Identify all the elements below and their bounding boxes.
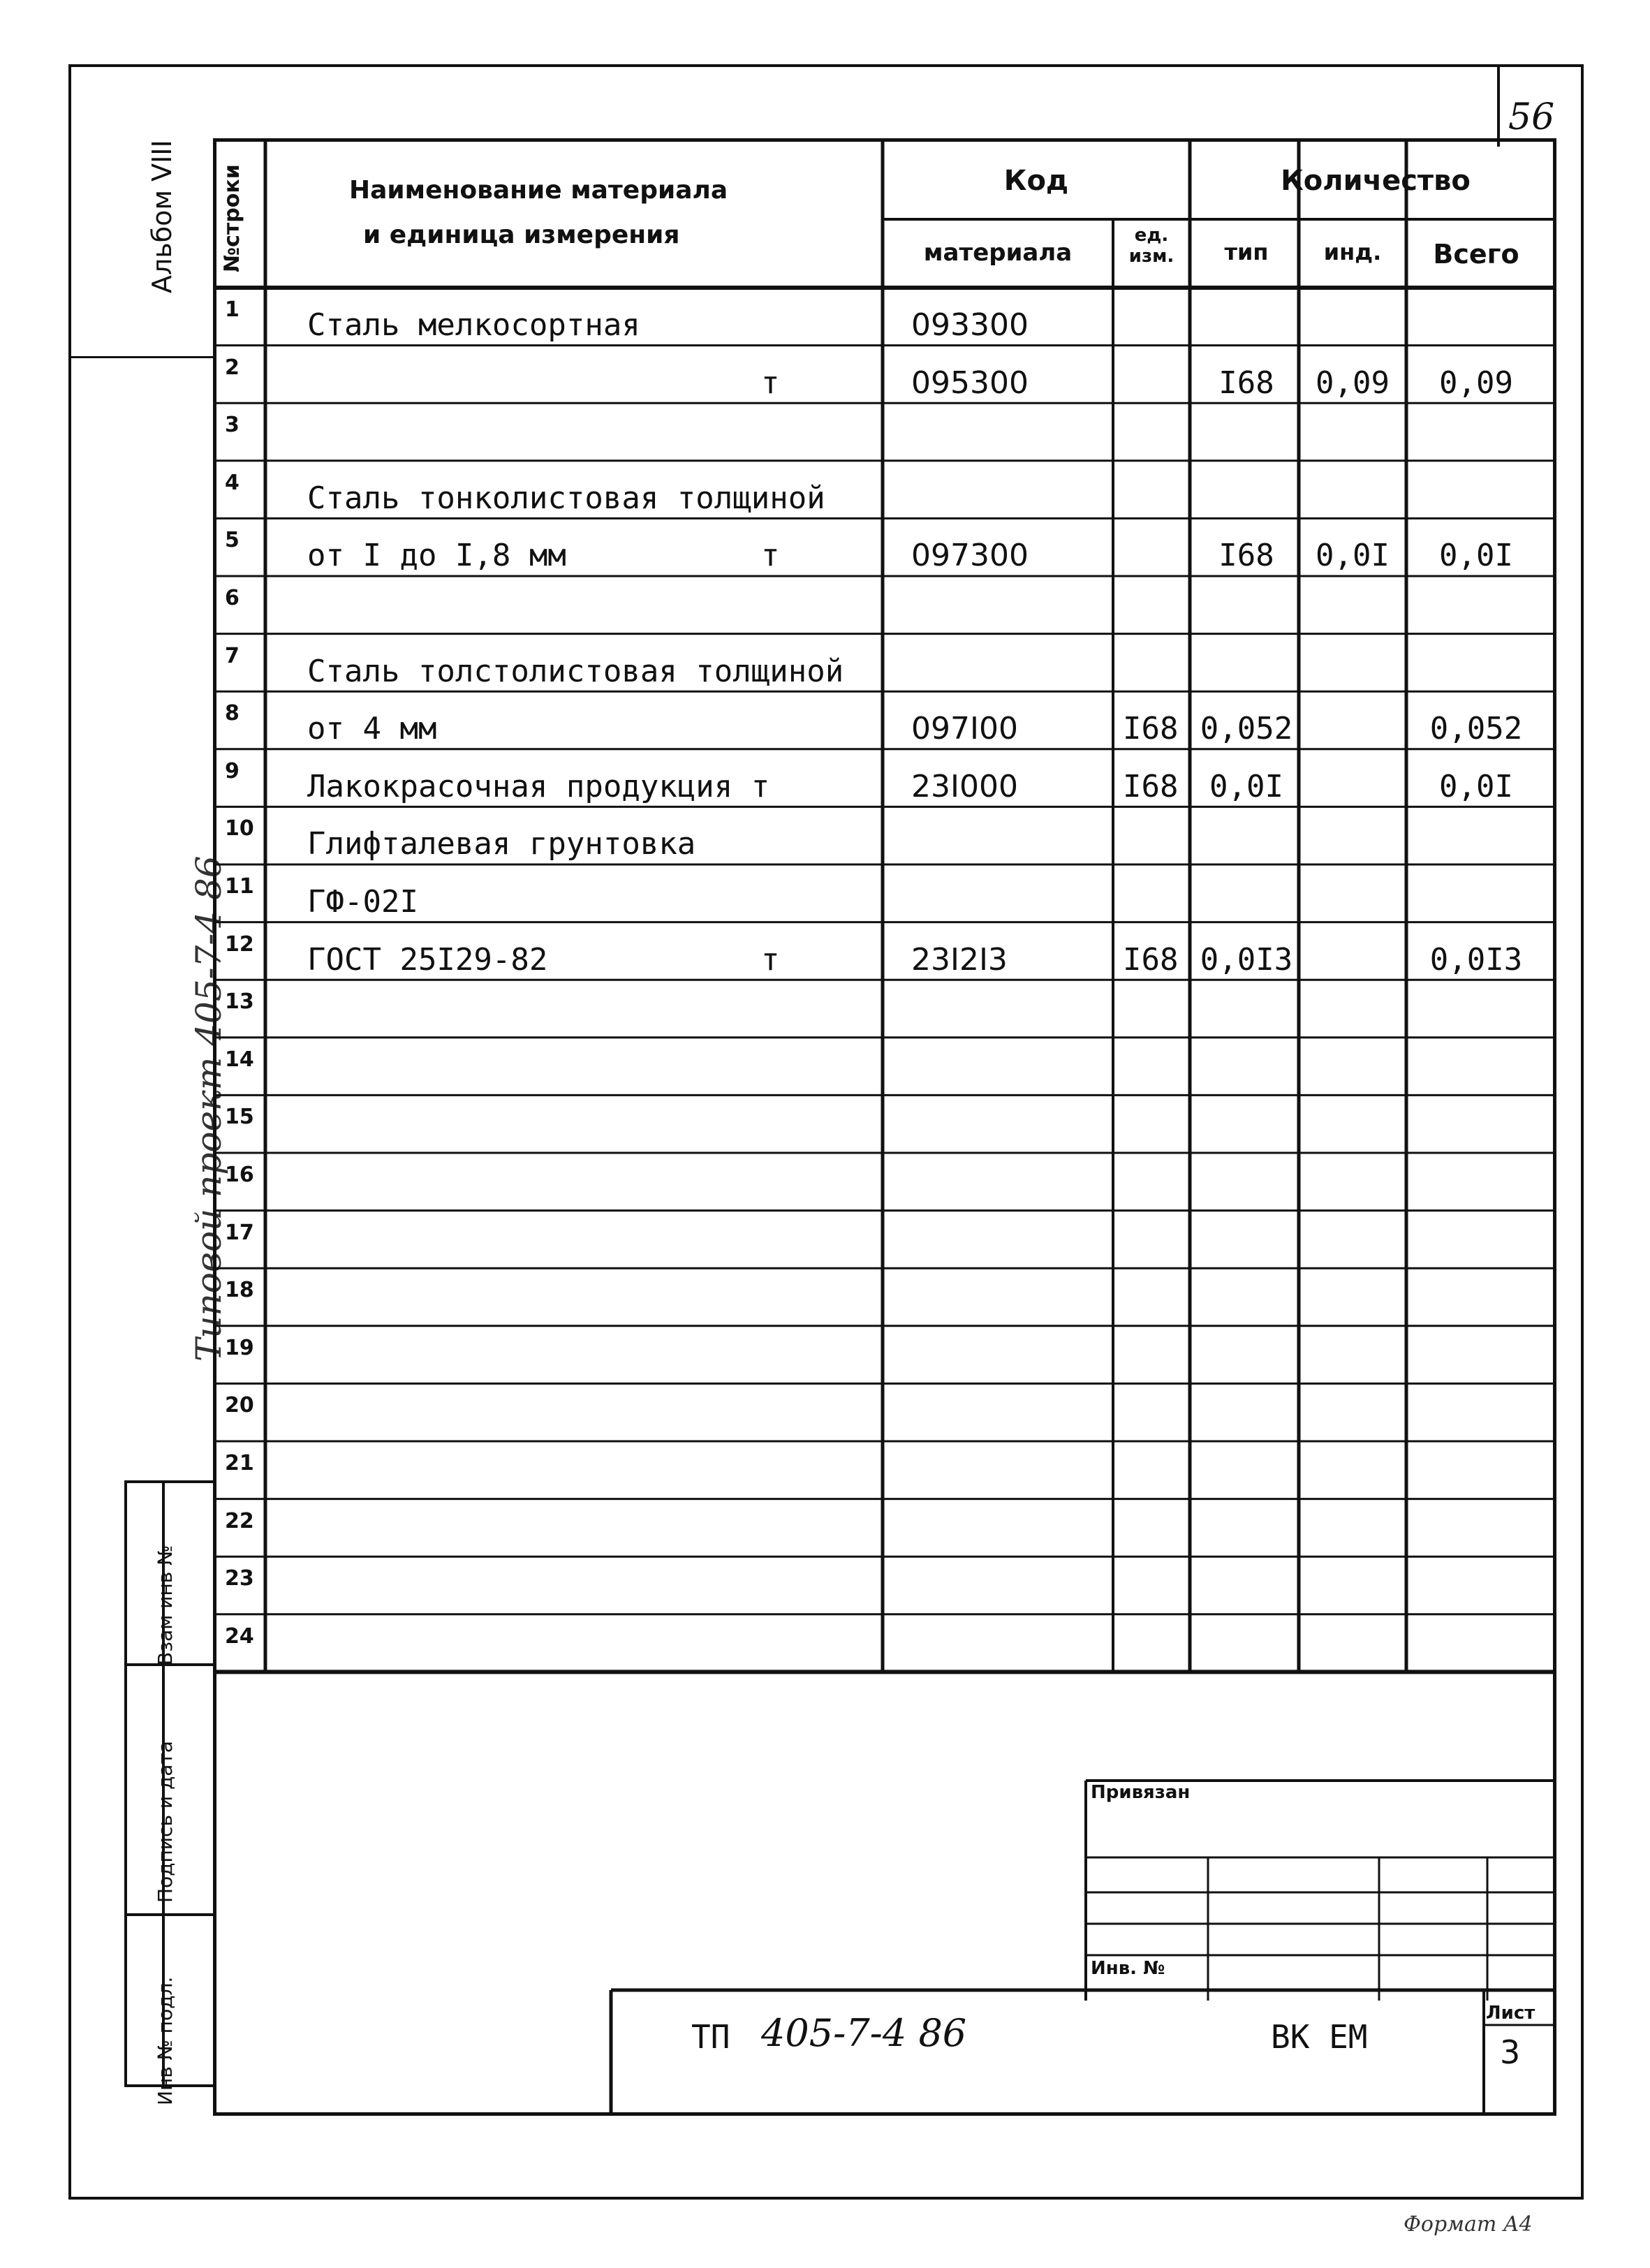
- header-name-line1: Наименование материала: [349, 176, 728, 205]
- row-total: 0,0I: [1439, 538, 1513, 574]
- row-number: 24: [225, 1623, 254, 1649]
- album-label: Альбом VIII: [147, 140, 177, 293]
- row-number: 14: [225, 1047, 254, 1072]
- row-number: 17: [225, 1220, 254, 1245]
- row-tip: I68: [1218, 364, 1274, 401]
- row-number: 23: [225, 1566, 254, 1591]
- row-name: Сталь мелкосортная: [307, 307, 640, 343]
- header-qty-total: Всего: [1433, 239, 1519, 270]
- row-name: Сталь толстолистовая толщиной: [307, 653, 844, 689]
- row-number: 19: [225, 1335, 254, 1360]
- row-name: ГОСТ 25I29-82: [307, 941, 548, 978]
- row-ind: 0,0I: [1316, 538, 1390, 574]
- row-name: от 4 мм: [307, 711, 437, 747]
- stamp-section: ВК ЕМ: [1271, 2018, 1368, 2056]
- header-code-material: материала: [923, 239, 1073, 267]
- row-tip: 0,052: [1200, 711, 1293, 747]
- header-qty-type: тип: [1224, 239, 1269, 265]
- stamp-privyazan: Привязан: [1091, 1782, 1191, 1803]
- row-ed: I68: [1123, 768, 1179, 804]
- format-label: Формат А4: [1404, 2212, 1533, 2237]
- row-number: 6: [225, 586, 240, 610]
- row-tip: 0,0I3: [1200, 941, 1293, 978]
- row-ind: 0,09: [1316, 364, 1390, 401]
- side-project-vertical: Типовой проект 405-7-4 86: [189, 855, 229, 1362]
- row-tip: 0,0I: [1209, 768, 1283, 804]
- row-number: 18: [225, 1278, 254, 1303]
- row-number: 12: [225, 932, 254, 957]
- page-number: 56: [1508, 96, 1555, 138]
- row-number: 13: [225, 989, 254, 1015]
- stamp-tp-number: 405-7-4 86: [761, 2011, 967, 2055]
- side-inv-orig: Инв № подл.: [154, 1976, 177, 2105]
- row-unit: т: [761, 538, 780, 574]
- row-tip: I68: [1218, 538, 1274, 574]
- row-code: 23I000: [911, 768, 1018, 804]
- row-number: 4: [225, 470, 240, 495]
- row-number: 21: [225, 1451, 254, 1475]
- header-quantity: Количество: [1281, 165, 1471, 197]
- row-number: 20: [225, 1393, 254, 1418]
- stamp-inv-no: Инв. №: [1091, 1958, 1165, 1979]
- row-name: Глифталевая грунтовка: [307, 826, 696, 862]
- row-number: 16: [225, 1163, 254, 1187]
- row-code: 23I2I3: [911, 941, 1008, 978]
- header-code: Код: [1003, 165, 1069, 197]
- row-code: 097300: [911, 538, 1029, 574]
- row-number: 1: [225, 297, 240, 322]
- row-unit: т: [761, 364, 780, 401]
- stamp-sheet-value: 3: [1500, 2033, 1521, 2071]
- stamp-tp-prefix: ТП: [691, 2018, 730, 2056]
- side-sign-date: Подпись и дата: [154, 1741, 177, 1903]
- row-number: 5: [225, 528, 240, 553]
- row-number: 7: [225, 643, 240, 668]
- stamp-sheet-label: Лист: [1486, 2003, 1535, 2024]
- row-number: 9: [225, 758, 240, 783]
- side-inv-sub: Взам инв №: [154, 1545, 177, 1665]
- row-name: ГФ-02I: [307, 884, 418, 920]
- row-number: 3: [225, 413, 240, 438]
- row-name: от I до I,8 мм: [307, 538, 566, 574]
- row-ed: I68: [1123, 941, 1179, 978]
- row-total: 0,0I: [1439, 768, 1513, 804]
- header-qty-ind: инд.: [1323, 239, 1382, 265]
- row-code: 095300: [911, 364, 1029, 401]
- row-number: 8: [225, 701, 240, 726]
- row-number: 2: [225, 355, 240, 380]
- header-code-unit: ед. изм.: [1128, 225, 1174, 267]
- row-number: 22: [225, 1508, 254, 1533]
- row-code: 093300: [911, 307, 1029, 343]
- row-total: 0,052: [1429, 711, 1523, 747]
- row-name: Сталь тонколистовая толщиной: [307, 480, 825, 516]
- row-code: 097I00: [911, 711, 1018, 747]
- header-row-number: №строки: [220, 164, 244, 272]
- row-total: 0,09: [1439, 364, 1513, 401]
- row-number: 15: [225, 1105, 254, 1130]
- row-ed: I68: [1123, 711, 1179, 747]
- row-number: 10: [225, 816, 254, 841]
- header-name-line2: и единица измерения: [363, 221, 680, 249]
- row-total: 0,0I3: [1429, 941, 1523, 978]
- row-name: Лакокрасочная продукция т: [307, 768, 770, 804]
- row-unit: т: [761, 941, 780, 978]
- row-number: 11: [225, 874, 254, 899]
